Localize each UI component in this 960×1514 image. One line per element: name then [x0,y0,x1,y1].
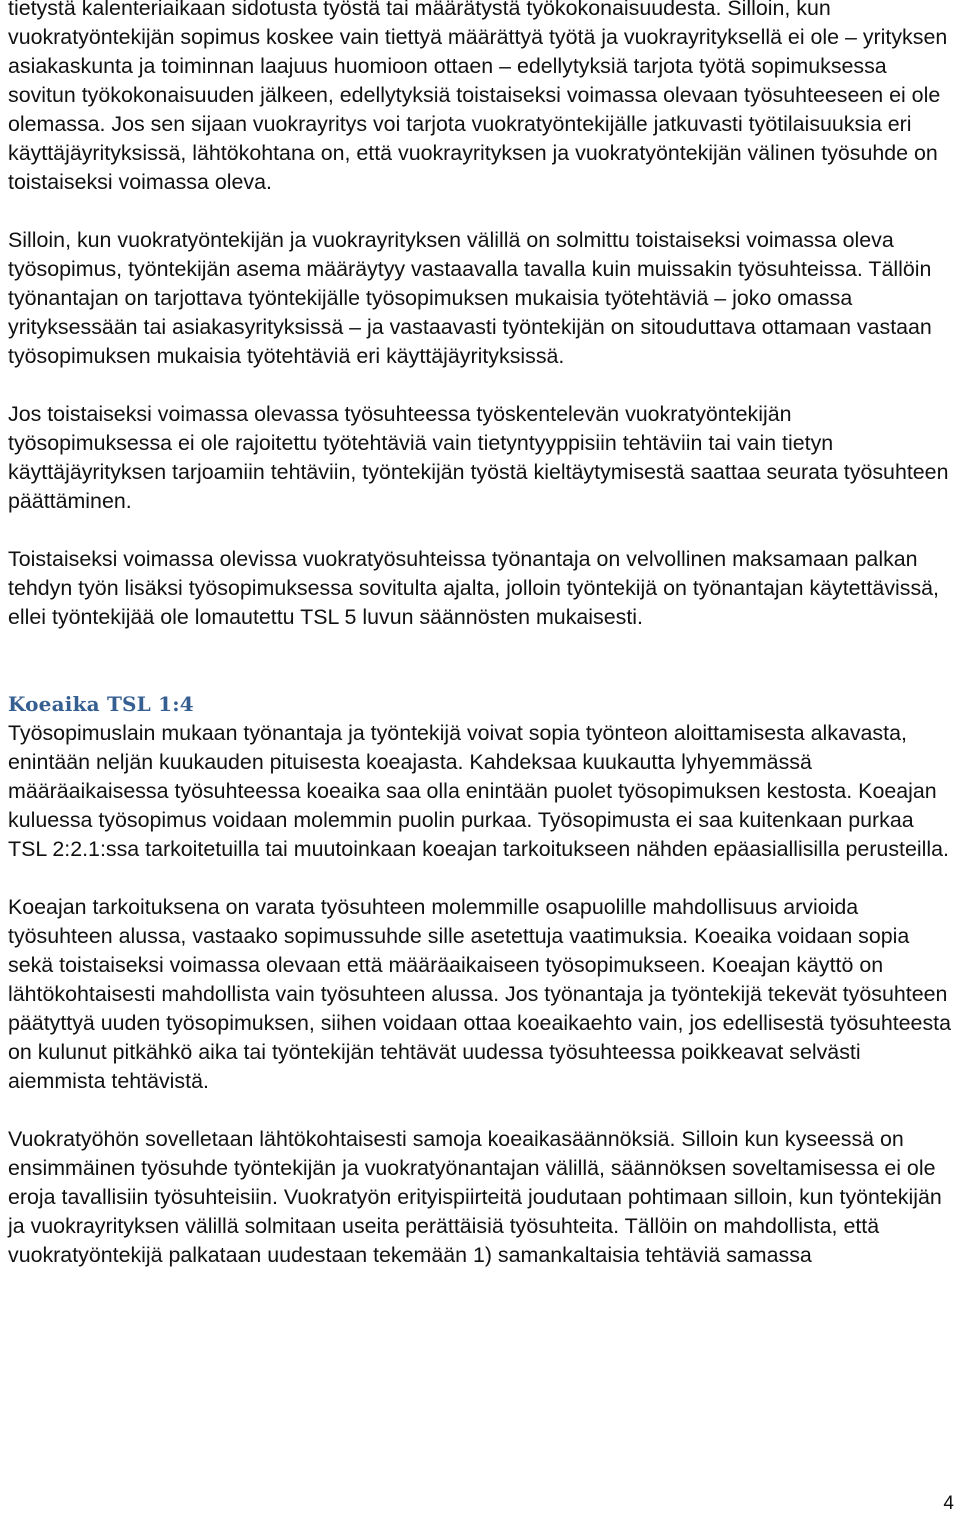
section-paragraph: Koeajan tarkoituksena on varata työsuhteen molemmille osapuolille mahdollisuus arvioida työsuhteen alussa, vastaako sopimussuhde sille asetettuja vaatimuksia. Koeaika voidaan sopia sekä toistaiseksi voimassa olevaan että määräaikaiseen työsopimukseen. Koeajan käyttö on lähtökohtaisesti mahdollista vain työsuhteen alussa. Jos työnantaja ja työntekijä tekevät työsuhteen päätyttyä uuden työsopimuksen, siihen voidaan ottaa koeaikaehto vain, jos edellisestä työsuhteesta on kulunut pitkähkö aika tai työntekijän tehtävät uudessa työsuhteessa poikkeavat selvästi aiemmista tehtävistä. [8,895,951,1093]
body-paragraph: Jos toistaiseksi voimassa olevassa työsuhteessa työskentelevän vuokratyöntekijän työsopimuksessa ei ole rajoitettu työtehtäviä vain tietyntyyppisiin tehtäviin tai vain tietyn käyttäjäyrityksen tarjoamiin tehtäviin, työntekijän työstä kieltäytymisestä saattaa seurata työsuhteen päättäminen. [8,402,949,513]
section-spacer [8,661,952,690]
section-heading: Koeaika TSL 1:4 [8,692,194,716]
section-paragraph: Työsopimuslain mukaan työnantaja ja työntekijä voivat sopia työnteon aloittamisesta alkavasta, enintään neljän kuukauden pituisesta koeajasta. Kahdeksaa kuukautta lyhyemmässä määräaikaisessa työsuhteessa koeaika saa olla enintään puolet työsopimuksen kestosta. Koeajan kuluessa työsopimus voidaan molemmin puolin purkaa. Työsopimusta ei saa kuitenkaan purkaa TSL 2:2.1:ssa tarkoitetuilla tai muutoinkaan koeajan tarkoitukseen nähden epäasiallisilla perusteilla. [8,721,949,861]
body-paragraph: Toistaiseksi voimassa olevissa vuokratyösuhteissa työnantaja on velvollinen maksamaan palkan tehdyn työn lisäksi työsopimuksessa sovitulta ajalta, jolloin työntekijä on työnantajan käytettävissä, ellei työntekijää ole lomautettu TSL 5 luvun säännösten mukaisesti. [8,547,939,629]
page-number: 4 [943,1493,954,1514]
body-paragraph: tietystä kalenteriaikaan sidotusta työstä tai määrätystä työkokonaisuudesta. Silloin, kun vuokratyöntekijän sopimus koskee vain tiettyä määrättyä työtä ja vuokrayrityksellä ei ole – yrityksen asiakaskunta ja toiminnan laajuus huomioon ottaen – edellytyksiä tarjota työtä sopimuksessa sovitun työkokonaisuuden jälkeen, edellytyksiä toistaiseksi voimassa olevaan työsuhteeseen ei ole olemassa. Jos sen sijaan vuokrayritys voi tarjota vuokratyöntekijälle jatkuvasti työtilaisuuksia eri käyttäjäyrityksissä, lähtökohtana on, että vuokrayrityksen ja vuokratyöntekijän välinen työsuhde on toistaiseksi voimassa oleva. [8,0,948,194]
document-page [8,0,952,1299]
body-paragraph: Silloin, kun vuokratyöntekijän ja vuokrayrityksen välillä on solmittu toistaiseksi voimassa oleva työsopimus, työntekijän asema määräytyy vastaavalla tavalla kuin muissakin työsuhteissa. Tällöin työnantajan on tarjottava työntekijälle työsopimuksen mukaisia työtehtäviä – joko omassa yrityksessään tai asiakasyrityksissä – ja vastaavasti työntekijän on sitouduttava ottamaan vastaan työsopimuksen mukaisia työtehtäviä eri käyttäjäyrityksissä. [8,228,932,368]
section-paragraph: Vuokratyöhön sovelletaan lähtökohtaisesti samoja koeaikasäännöksiä. Silloin kun kyseessä on ensimmäinen työsuhde työntekijän ja vuokratyönantajan välillä, säännöksen soveltamisessa ei ole eroja tavallisiin työsuhteisiin. Vuokratyön erityispiirteitä joudutaan pohtimaan silloin, kun työntekijän ja vuokrayrityksen välillä solmitaan useita perättäisiä työsuhteita. Tällöin on mahdollista, että vuokratyöntekijä palkataan uudestaan tekemään 1) samankaltaisia tehtäviä samassa [8,1127,942,1267]
